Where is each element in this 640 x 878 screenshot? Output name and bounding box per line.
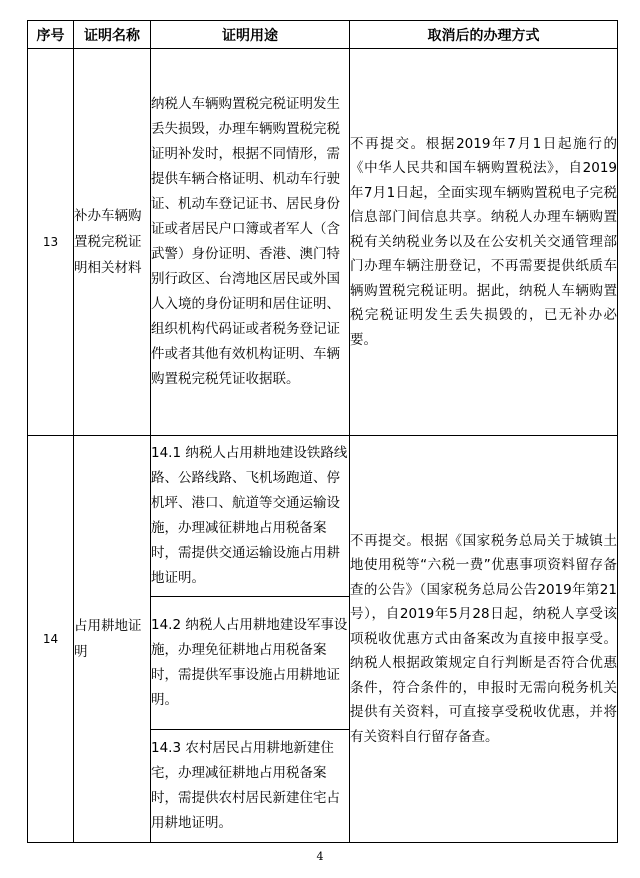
header-seq: 序号 [28,21,74,49]
row-seq: 13 [28,49,74,436]
table-row [28,49,618,436]
page-number: 4 [316,850,324,863]
header-use: 证明用途 [151,21,350,49]
row-cert-name: 占用耕地证明 [74,436,151,843]
header-after: 取消后的办理方式 [350,21,618,49]
row-cert-use: 纳税人车辆购置税完税证明发生丢失损毁，办理车辆购置税完税证明补发时，根据不同情形，需提供车辆合格证明、机动车行驶证、机动车登记证书、居民身份证或者居民户口簿或者军人（含武警）身份证明、香港、澳门特别行政区、台湾地区居民或外国人入境的身份证明和居住证明、组织机构代码证或者税务登记证件或者其他有效机构证明、车辆购置税完税凭证收据联。 [151,49,350,436]
row-after-method: 不再提交。根据《国家税务总局关于城镇土地使用税等“六税一费”优惠事项资料留存备查的公告》（国家税务总局公告2019年第21号），自2019年5月28日起，纳税人享受该项税收优惠方式由备案改为直接申报享受。纳税人根据政策规定自行判断是否符合优惠条件，符合条件的，申报时无需向税务机关提供有关资料，可直接享受税收优惠，并将有关资料自行留存备查。 [350,436,618,843]
header-name: 证明名称 [74,21,151,49]
row-seq: 14 [28,436,74,843]
row-cert-use-14-2: 14.2 纳税人占用耕地建设军事设施，办理免征耕地占用税备案时，需提供军事设施占用耕地证明。 [151,597,350,730]
row-cert-name: 补办车辆购置税完税证明相关材料 [74,49,151,436]
table-row [28,436,618,597]
header-row [28,21,618,49]
row-cert-use-14-3: 14.3 农村居民占用耕地新建住宅，办理减征耕地占用税备案时，需提供农村居民新建住宅占用耕地证明。 [151,730,350,843]
row-cert-use-14-1: 14.1 纳税人占用耕地建设铁路线路、公路线路、飞机场跑道、停机坪、港口、航道等交通运输设施，办理减征耕地占用税备案时，需提供交通运输设施占用耕地证明。 [151,436,350,597]
certificate-table [27,20,618,843]
row-after-method: 不再提交。根据2019年7月1日起施行的《中华人民共和国车辆购置税法》，自2019年7月1日起，全面实现车辆购置税电子完税信息部门间信息共享。纳税人办理车辆购置税有关纳税业务以及在公安机关交通管理部门办理车辆注册登记，不再需要提供纸质车辆购置税完税证明。据此，纳税人车辆购置税完税证明发生丢失损毁的，已无补办必要。 [350,49,618,436]
